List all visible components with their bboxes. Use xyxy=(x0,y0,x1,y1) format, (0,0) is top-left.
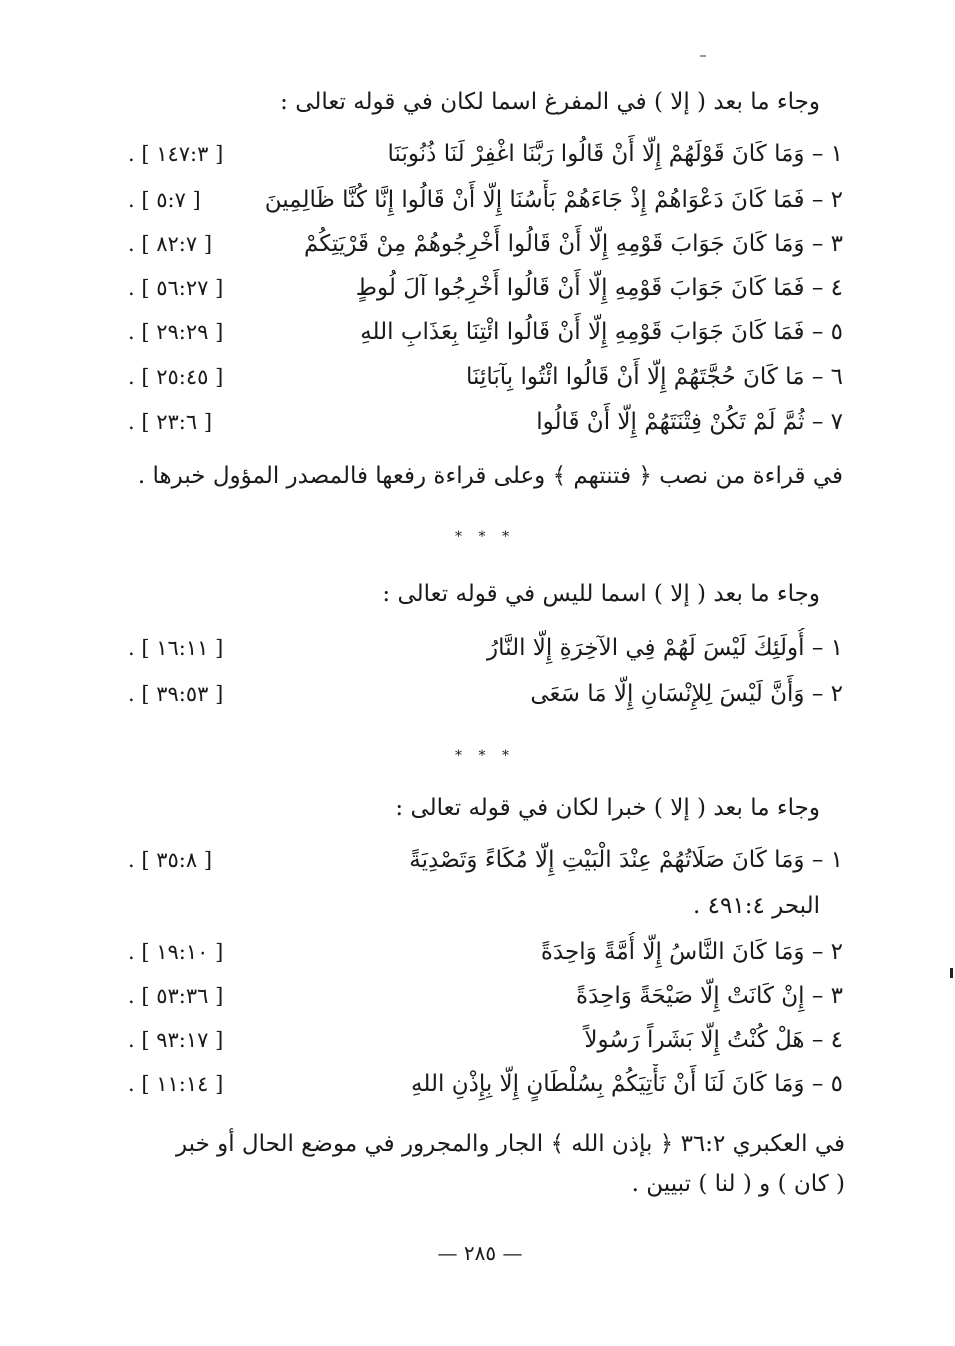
verse-line xyxy=(128,134,843,174)
verse-line xyxy=(128,932,843,972)
verse-line xyxy=(128,840,843,880)
verse-text: ٥ – وَمَا كَانَ لَنَا أَنْ نَأْتِيَكُمْ بِسُلْطَانٍ إِلّا بِإِذْنِ اللهِ xyxy=(411,1071,843,1097)
section3-intro: وجاء ما بعد ( إلا ) خبرا لكان في قوله تعالى : xyxy=(395,795,820,821)
verse-text: ١ – أُولَئِكَ لَيْسَ لَهُمْ فِي الآخِرَةِ إِلّا النَّارُ xyxy=(487,635,843,661)
verse-text: ٧ – ثُمَّ لَمْ تَكُنْ فِتْنَتَهُمْ إِلّا أَنْ قَالُوا xyxy=(536,409,843,435)
section3-note-line2: ( كان ) و ( لنا ) تبيين . xyxy=(631,1171,845,1197)
verse-line xyxy=(128,180,843,220)
separator: * * * xyxy=(455,748,515,764)
verse-text: ٢ – فَمَا كَانَ دَعْوَاهُمْ إِذْ جَاءَهُمْ بَأْسُنَا إِلّا أَنْ قَالُوا إِنَّا كُنَّا ظَالِمِينَ xyxy=(264,187,843,213)
verse-reference: [ ١٩:١٠ ] . xyxy=(128,940,224,964)
scan-mark xyxy=(950,968,953,978)
section3-note-line1: في العكبري ٣٦:٢ ﴿ بإذن الله ﴾ الجار والمجرور في موضع الحال أو خبر xyxy=(175,1131,845,1157)
verse-line xyxy=(128,224,843,264)
verse-line xyxy=(128,312,843,352)
separator: * * * xyxy=(455,529,515,545)
section1-note: في قراءة من نصب ﴿ فتنتهم ﴾ وعلى قراءة رفعها فالمصدر المؤول خبرها . xyxy=(137,463,843,489)
verse-text: ٢ – وَمَا كَانَ النَّاسُ إِلّا أُمَّةً وَاحِدَةً xyxy=(540,939,843,965)
verse-line xyxy=(128,402,843,442)
page-number: — ٢٨٥ — xyxy=(437,1241,523,1265)
verse-line xyxy=(128,976,843,1016)
verse-text: ٤ – فَمَا كَانَ جَوَابَ قَوْمِهِ إِلّا أَنْ قَالُوا أَخْرِجُوا آلَ لُوطٍ xyxy=(355,275,843,301)
verse-reference: [ ١٦:١١ ] . xyxy=(128,636,224,660)
verse-text: ٣ – إِنْ كَانَتْ إِلّا صَيْحَةً وَاحِدَةً xyxy=(576,983,843,1009)
verse-line xyxy=(128,1064,843,1104)
verse-line xyxy=(128,674,843,714)
verse-reference: [ ٣٩:٥٣ ] . xyxy=(128,682,224,706)
section1-intro: وجاء ما بعد ( إلا ) في المفرغ اسما لكان في قوله تعالى : xyxy=(280,89,820,115)
verse-line xyxy=(128,628,843,668)
verse-text: ١ – وَمَا كَانَ قَوْلَهُمْ إِلّا أَنْ قَالُوا رَبَّنَا اغْفِرْ لَنَا ذُنُوبَنَا xyxy=(387,141,843,167)
verse-text: ٦ – مَا كَانَ حُجَّتَهُمْ إِلّا أَنْ قَالُوا ائْتُوا بِآبَائِنَا xyxy=(466,364,843,390)
verse-reference: [ ٥٣:٣٦ ] . xyxy=(128,984,224,1008)
verse-text: ٣ – وَمَا كَانَ جَوَابَ قَوْمِهِ إِلّا أَنْ قَالُوا أَخْرِجُوهُمْ مِنْ قَرْيَتِكُمْ xyxy=(303,231,843,257)
scan-mark xyxy=(700,55,706,57)
verse-reference: [ ٢٩:٢٩ ] . xyxy=(128,320,224,344)
verse-line xyxy=(128,268,843,308)
verse-reference: [ ٥٦:٢٧ ] . xyxy=(128,276,224,300)
verse-text: ٤ – هَلْ كُنْتُ إِلّا بَشَراً رَسُولاً xyxy=(584,1027,843,1053)
verse-line xyxy=(128,1020,843,1060)
verse-reference: [ ٥:٧ ] . xyxy=(128,188,201,212)
verse-reference: [ ٨٢:٧ ] . xyxy=(128,232,213,256)
verse-text: ٢ – وَأَنَّ لَيْسَ لِلإِنْسَانِ إِلّا مَا سَعَى xyxy=(530,681,843,707)
verse-reference: [ ٢٣:٦ ] . xyxy=(128,410,213,434)
verse-line xyxy=(128,357,843,397)
source-note: البحر ٤٩١:٤ . xyxy=(693,893,820,919)
verse-reference: [ ٩٣:١٧ ] . xyxy=(128,1028,224,1052)
verse-reference: [ ٣٥:٨ ] . xyxy=(128,848,213,872)
verse-text: ١ – وَمَا كَانَ صَلَاتُهُمْ عِنْدَ الْبَيْتِ إِلّا مُكَاءً وَتَصْدِيَةً xyxy=(409,847,843,873)
section2-intro: وجاء ما بعد ( إلا ) اسما لليس في قوله تعالى : xyxy=(382,581,820,607)
verse-reference: [ ١٤٧:٣ ] . xyxy=(128,142,224,166)
verse-text: ٥ – فَمَا كَانَ جَوَابَ قَوْمِهِ إِلّا أَنْ قَالُوا ائْتِنَا بِعَذَابِ اللهِ xyxy=(360,319,843,345)
verse-reference: [ ٢٥:٤٥ ] . xyxy=(128,365,224,389)
verse-reference: [ ١١:١٤ ] . xyxy=(128,1072,224,1096)
